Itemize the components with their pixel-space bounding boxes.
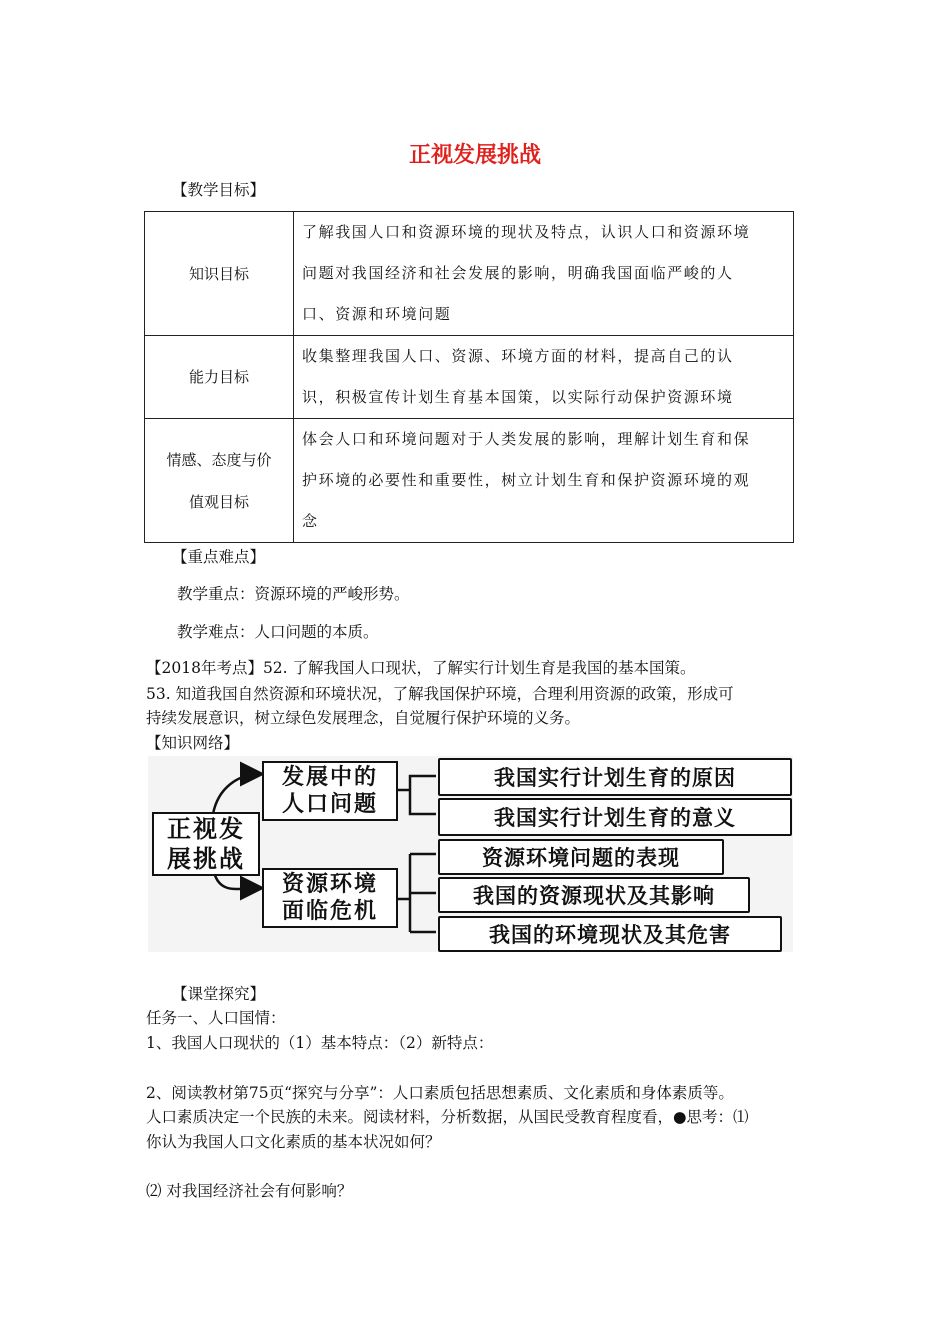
goal-line: 护环境的必要性和重要性，树立计划生育和保护资源环境的观 <box>302 471 751 489</box>
goal-text <box>294 419 794 543</box>
goals-header: 【教学目标】 <box>172 181 266 199</box>
branch-line: 资源环境 <box>281 872 378 897</box>
leaf-population-reason: 我国实行计划生育的原因 <box>438 758 792 796</box>
network-header: 【知识网络】 <box>146 734 240 752</box>
bracket-population <box>396 776 436 814</box>
goal-line: 了解我国人口和资源环境的现状及特点，认识人口和资源环境 <box>302 223 751 241</box>
branch-line: 人口问题 <box>281 792 378 817</box>
task-1: 任务一、人口国情： <box>146 1009 286 1027</box>
table-row <box>145 212 794 336</box>
root-node <box>152 812 260 876</box>
leaf-resources-status: 我国的资源现状及其影响 <box>438 877 750 913</box>
goal-line: 念 <box>302 512 319 530</box>
table-row <box>145 419 794 543</box>
population-node <box>262 761 398 821</box>
key-focus: 教学重点：资源环境的严峻形势。 <box>177 585 410 603</box>
goal-text <box>294 212 794 336</box>
question-2-cont: 人口素质决定一个民族的未来。阅读材料，分析数据，从国民受教育程度看，●思考：⑴ <box>146 1108 749 1126</box>
explore-header: 【课堂探究】 <box>172 985 266 1003</box>
arrow-to-population <box>213 774 260 814</box>
question-2-cont2: 你认为我国人口文化素质的基本状况如何？ <box>146 1133 441 1151</box>
exam-point-53: 53. 知道我国自然资源和环境状况，了解我国保护环境，合理利用资源的政策，形成可 <box>146 685 734 703</box>
exam-point-52: 【2018年考点】52. 了解我国人口现状，了解实行计划生育是我国的基本国策。 <box>146 659 696 677</box>
goal-line: 识，积极宣传计划生育基本国策，以实际行动保护资源环境 <box>302 388 734 406</box>
bracket-resources <box>396 854 436 932</box>
goal-line: 收集整理我国人口、资源、环境方面的材料，提高自己的认 <box>302 347 734 365</box>
goal-line: 问题对我国经济和社会发展的影响，明确我国面临严峻的人 <box>302 264 734 282</box>
leaf-population-meaning: 我国实行计划生育的意义 <box>438 798 792 836</box>
knowledge-network-diagram <box>148 756 793 952</box>
branch-line: 发展中的 <box>281 765 378 790</box>
exam-point-53-cont: 持续发展意识，树立绿色发展理念，自觉履行保护环境的义务。 <box>146 709 581 727</box>
root-line: 正视发 <box>167 815 245 843</box>
key-difficulty: 教学难点：人口问题的本质。 <box>177 623 379 641</box>
question-3: ⑵ 对我国经济社会有何影响？ <box>146 1182 353 1200</box>
question-2: 2、阅读教材第75页“探究与分享”：人口素质包括思想素质、文化素质和身体素质等。 <box>146 1084 734 1102</box>
goal-line: 口、资源和环境问题 <box>302 305 452 323</box>
goals-table <box>144 211 794 543</box>
goal-label: 能力目标 <box>145 336 294 419</box>
leaf-resources-manifestation: 资源环境问题的表现 <box>438 839 724 875</box>
goal-line: 体会人口和环境问题对于人类发展的影响，理解计划生育和保 <box>302 430 751 448</box>
table-row <box>145 336 794 419</box>
leaf-environment-status: 我国的环境现状及其危害 <box>438 916 782 952</box>
root-line: 展挑战 <box>167 845 245 873</box>
resources-node <box>262 868 398 928</box>
goal-label <box>145 419 294 543</box>
branch-line: 面临危机 <box>281 899 378 924</box>
goal-label: 知识目标 <box>145 212 294 336</box>
question-1: 1、我国人口现状的（1）基本特点：（2）新特点： <box>146 1034 494 1052</box>
goal-label-line: 值观目标 <box>188 492 249 511</box>
keypoints-header: 【重点难点】 <box>172 548 266 566</box>
goal-label-line: 情感、态度与价 <box>166 450 272 469</box>
page-title: 正视发展挑战 <box>408 143 541 168</box>
goal-text <box>294 336 794 419</box>
